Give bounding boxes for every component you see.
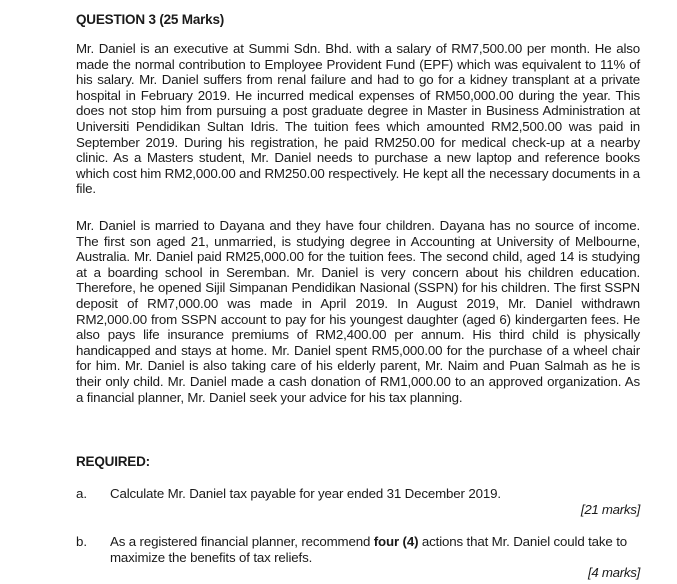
- question-b-text-before: As a registered financial planner, recommend: [110, 534, 374, 549]
- question-a-marks: [21 marks]: [580, 502, 640, 517]
- question-b-marks: [4 marks]: [588, 565, 640, 580]
- question-b-text-bold: four (4): [373, 534, 419, 549]
- question-title: QUESTION 3 (25 Marks): [76, 12, 225, 27]
- question-a-text: Calculate Mr. Daniel tax payable for year ended 31 December 2019.: [110, 486, 501, 501]
- scenario-paragraph-1: Mr. Daniel is an executive at Summi Sdn. Bhd. with a salary of RM7,500.00 per month. He also made the normal contribution to Employee Provident Fund (EPF) which was equivalent to 11% of his salary. Mr. Daniel suffers from renal failure and had to go for a kidney transplant at a private hospital in February 2019. He incurred medical expenses of RM50,000.00 during the year. This does not stop him from pursuing a post graduate degree in Master in Business Administration at Universiti Pendidikan Sultan Idris. The tuition fees which amounted RM2,500.00 was paid in September 2019. During his registration, he paid RM250.00 for medical check-up at a nearby clinic. As a Masters student, Mr. Daniel needs to purchase a new laptop and reference books which cost him RM2,000.00 and RM250.00 respectively. He kept all the necessary documents in a file.: [76, 41, 640, 197]
- question-a-label: a.: [76, 486, 88, 501]
- question-b-label: b.: [76, 534, 88, 549]
- question-b-text-after: actions that Mr. Daniel could take to maximize the benefits of tax reliefs.: [110, 534, 628, 565]
- required-heading: REQUIRED:: [76, 454, 150, 469]
- scenario-paragraph-2: Mr. Daniel is married to Dayana and they have four children. Dayana has no source of income. The first son aged 21, unmarried, is studying degree in Accounting at University of Melbourne, Australia. Mr. Daniel paid RM25,000.00 for the tuition fees. The second child, aged 14 is studying at a boarding school in Seremban. Mr. Daniel is very concern about his children education. Therefore, he opened Sijil Simpanan Pendidikan Nasional (SSPN) for his children. The first SSPN deposit of RM7,000.00 was made in April 2019. In August 2019, Mr. Daniel withdrawn RM2,000.00 from SSPN account to pay for his youngest daughter (aged 6) kindergarten fees. He also pays life insurance premiums of RM2,400.00 per annum. His third child is physically handicapped and stays at home. Mr. Daniel spent RM5,000.00 for the purchase of a wheel chair for him. Mr. Daniel is also taking care of his elderly parent, Mr. Naim and Puan Salmah as he is their only child. Mr. Daniel made a cash donation of RM1,000.00 to an approved organization. As a financial planner, Mr. Daniel seek your advice for his tax planning.: [76, 218, 640, 405]
- question-b-text: [110, 534, 640, 565]
